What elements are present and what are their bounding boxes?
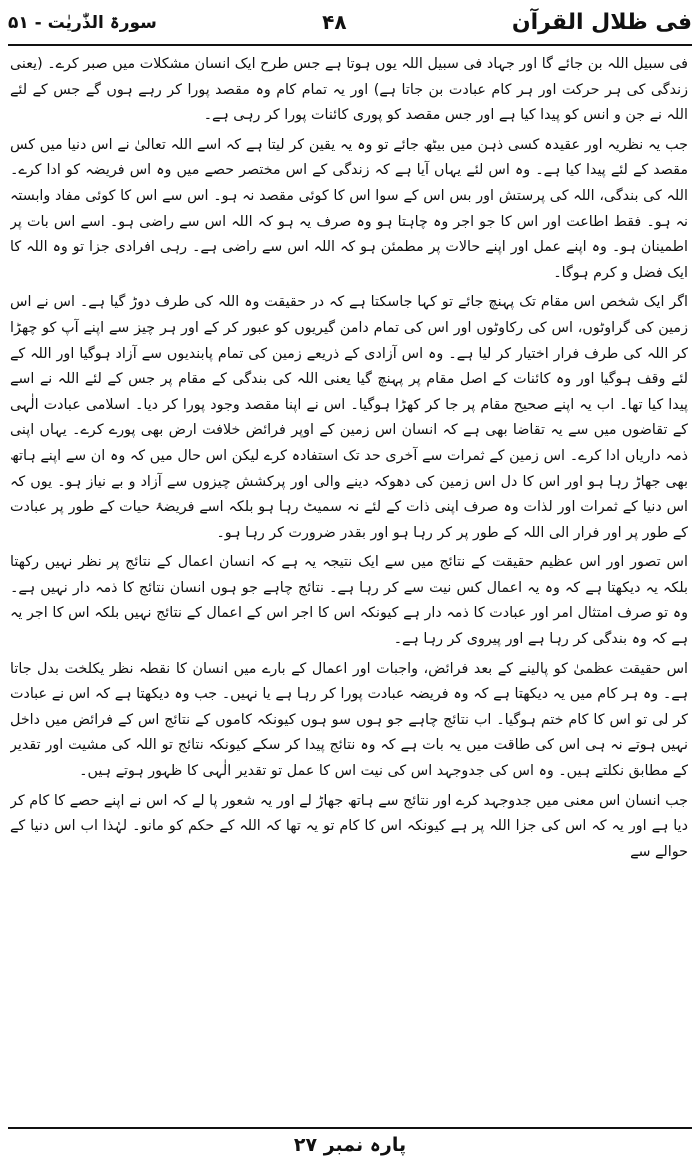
surah-name: سورۃ الذّٰریٰت - ۵۱ [8,12,157,33]
paragraph: جب انسان اس معنی میں جدوجہد کرے اور نتائج سے ہاتھ جھاڑ لے اور یہ شعور پا لے کہ اس نے اپنے حصے کا کام کر دیا ہے اور یہ کہ اس کی جزا اللہ پر ہے کیونکہ اس کا کام تو یہ تھا کہ اللہ کے حکم کو مانو۔ لہٰذا اب اس دنیا کے حوالے سے [10,792,688,860]
header-divider [8,44,692,46]
book-title: فی ظلال القرآن [511,9,692,35]
page-header [8,4,692,40]
paragraph: اگر ایک شخص اس مقام تک پہنچ جائے تو کہا جاسکتا ہے کہ در حقیقت وہ اللہ کی طرف دوڑ گیا ہے۔ اس نے اس زمین کی گراوٹوں، اس کی رکاوٹوں اور اس کی تمام دامن گیریوں کو عبور کر کے اور ہر چیز سے اپنے آپ کو چھڑا کر اللہ کی طرف فرار اختیار کر لیا ہے۔ وہ اس آزادی کے ذریعے زمین کی تمام پابندیوں سے آزاد ہوگیا اور اللہ کے لئے وقف ہوگیا اور وہ کائنات کے اصل مقام پر پہنچ گیا یعنی اللہ کی بندگی کے مقام پر جس کے لئے اللہ نے اسے پیدا کیا تھا۔ اب یہ اپنے صحیح مقام پر جا کر کھڑا ہوگیا۔ اس نے اپنا مقصد وجود پورا کر دیا۔ اسلامی عبادت الٰہی کے تقاضوں میں سے یہ تقاضا بھی ہے کہ انسان اس زمین کے اوپر فرائض خلافت ارض بھی پورے کرے۔ یہاں اپنی ذمہ داریاں ادا کرے۔ اس زمین کے ثمرات سے آخری حد تک استفادہ کرے لیکن اس حال میں کہ وہ ان سے اپنے ہاتھ بھی جھاڑ رہا ہو اور اس کا دل اس زمین کی دھوکہ دینے والی اور پرکشش چیزوں سے آزاد و بے نیاز ہو۔ یوں کہ اس دنیا کے ثمرات اور لذات وہ صرف اپنی ذات کے لئے نہ سمیٹ رہا ہو بلکہ اسے فریضۂ حیات کے طور پر عبادت کے طور پر اور فرار الی اللہ کے طور پر کر رہا ہو اور بقدر ضرورت کر رہا ہو۔ [10,294,688,541]
para-number-label: پارہ نمبر ۲۷ [293,1134,407,1156]
page-body [10,52,688,1120]
paragraph: فی سبیل اللہ بن جائے گا اور جہاد فی سبیل اللہ یوں ہوتا ہے جس طرح ایک انسان مشکلات میں صبر کرے۔ (یعنی زندگی کی ہر حرکت اور ہر کام عبادت بن جاتا ہے) اور یہ تمام کام وہ مقصد پورا کر رہے ہوں گے جس کے لئے اللہ نے جن و انس کو پیدا کیا ہے اور جس مقصد کو پوری کائنات پورا کر رہی ہے۔ [10,56,688,124]
paragraph: جب یہ نظریہ اور عقیدہ کسی ذہن میں بیٹھ جائے تو وہ یہ یقین کر لیتا ہے کہ اسے اللہ تعالیٰ نے اس دنیا میں کس مقصد کے لئے پیدا کیا ہے۔ وہ اس لئے یہاں آیا ہے کہ زندگی کے اس مختصر حصے میں وہ اس فریضہ کو ادا کرے۔ اللہ کی بندگی، اللہ کی پرستش اور بس اس کے سوا اس کا کوئی مقصد نہ ہو۔ اس سے اس کا کوئی مفاد وابستہ نہ ہو۔ فقط اطاعت اور اس کا جو اجر وہ چاہتا ہو وہ صرف یہ ہو کہ اللہ اس سے راضی ہو۔ اسے اس بات پر اطمینان ہو۔ وہ اپنے عمل اور اپنے حالات پر مطمئن ہو کہ اللہ اس سے راضی ہے۔ رہی افرادی جزا تو وہ اللہ کا ایک فضل و کرم ہوگا۔ [10,136,688,281]
footer-divider [8,1127,692,1129]
paragraph: اس حقیقت عظمیٰ کو پالینے کے بعد فرائض، واجبات اور اعمال کے بارے میں انسان کا نقطہ نظر یکلخت بدل جاتا ہے۔ وہ ہر کام میں یہ دیکھتا ہے کہ وہ فریضہ عبادت پورا کر رہا ہے یا نہیں۔ جب وہ دیکھتا ہے کہ اس نے عبادت کر لی تو اس کا کام ختم ہوگیا۔ اب نتائج چاہے جو ہوں سو ہوں کیونکہ کاموں کے نتائج اس کے فرائض میں داخل نہیں ہوتے نہ ہی اس کی طاقت میں یہ بات ہے کہ وہ نتائج پیدا کر سکے کیونکہ نتائج تو اللہ کی مشیت اور تقدیر کے مطابق نکلتے ہیں۔ وہ اس کی جدوجہد اس کی نیت اس کا عمل تو تقدیر الٰہی کا ظہور ہوتے ہیں۔ [10,660,688,780]
page-number: ۴۸ [322,10,347,34]
paragraph: اس تصور اور اس عظیم حقیقت کے نتائج میں سے ایک نتیجہ یہ ہے کہ انسان اعمال کے نتائج پر نظر نہیں رکھتا بلکہ یہ دیکھتا ہے کہ وہ یہ اعمال کس نیت سے کر رہا ہے۔ نتائج چاہے جو ہوں انسان نتائج کا ذمہ دار نہیں ہے۔ وہ تو صرف امتثال امر اور عبادت کا ذمہ دار ہے کیونکہ اس کا اجر اس کے اعمال کے نتائج نہیں بلکہ اس کا اجر یہ ہے کہ وہ بندگی کر رہا ہے اور پیروی کر رہا ہے۔ [10,554,688,648]
page-footer [0,1134,700,1168]
